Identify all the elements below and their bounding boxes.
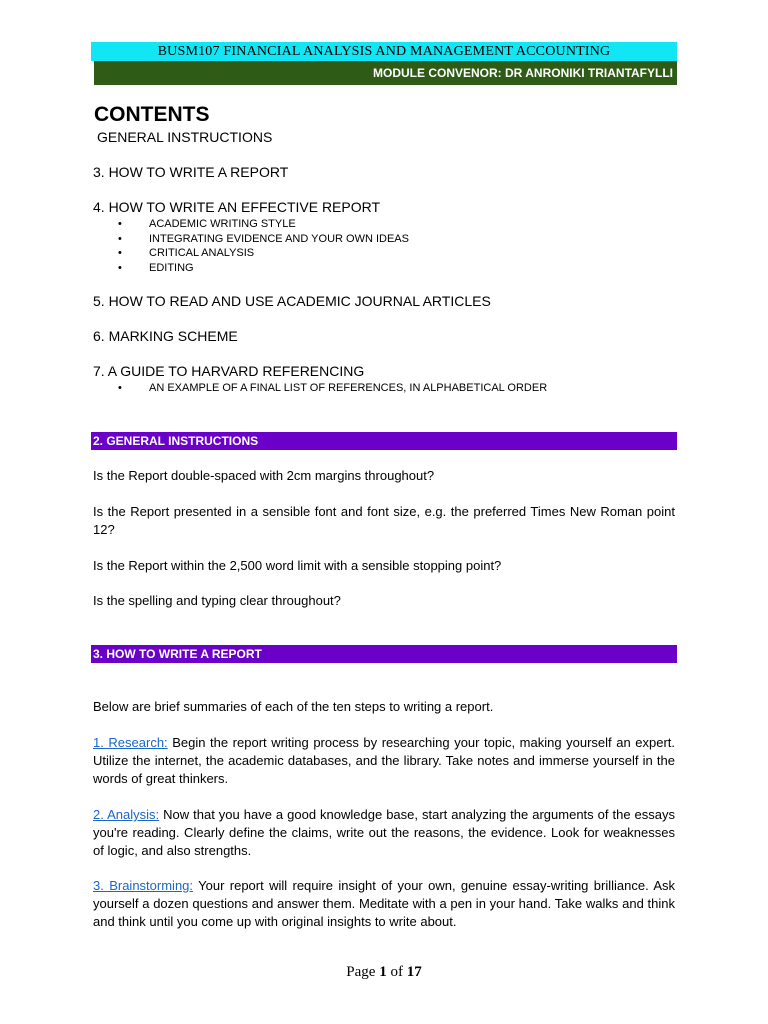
- step-analysis: 2. Analysis: Now that you have a good knowledge base, start analyzing the arguments of the essays you're reading. Clearly define the claims, write out the reasons, the evidence. Look for weaknesses of logic, and also strengths.: [93, 807, 675, 858]
- page-word: Page: [346, 964, 376, 980]
- contents-title: CONTENTS: [94, 103, 210, 126]
- step-brainstorming: 3. Brainstorming: Your report will require insight of your own, genuine essay-writing brilliance. Ask yourself a dozen questions and answer them. Meditate with a pen in your hand. Take walks and think and think until you come up with original insights to write about.: [93, 878, 675, 929]
- checklist-question: Is the Report double-spaced with 2cm margins throughout?: [93, 468, 435, 483]
- toc-item-general: GENERAL INSTRUCTIONS: [97, 129, 273, 145]
- steps-intro: Below are brief summaries of each of the ten steps to writing a report.: [93, 699, 494, 714]
- toc-subitem: • AN EXAMPLE OF A FINAL LIST OF REFERENCES, IN ALPHABETICAL ORDER: [118, 382, 548, 394]
- toc-item-4-sublist: [118, 217, 409, 276]
- toc-item-3: 3. HOW TO WRITE A REPORT: [93, 164, 289, 180]
- toc-item-6: 6. MARKING SCHEME: [93, 328, 238, 344]
- page-footer: [0, 964, 768, 981]
- toc-item-4: 4. HOW TO WRITE AN EFFECTIVE REPORT: [93, 199, 381, 215]
- course-title-banner: [91, 42, 677, 61]
- bullet-icon: •: [118, 232, 122, 245]
- toc-subitem: • ACADEMIC WRITING STYLE: [118, 218, 296, 230]
- toc-subitem: • INTEGRATING EVIDENCE AND YOUR OWN IDEAS: [118, 232, 409, 245]
- page-total: 17: [406, 964, 422, 980]
- toc-item-5: 5. HOW TO READ AND USE ACADEMIC JOURNAL ARTICLES: [93, 293, 491, 309]
- bullet-icon: •: [118, 218, 122, 230]
- step-research-link[interactable]: 1. Research:: [93, 735, 168, 750]
- module-convenor: MODULE CONVENOR: DR ANRONIKI TRIANTAFYLLI: [373, 66, 673, 80]
- bullet-icon: •: [118, 382, 122, 394]
- toc-item-7-sublist: [118, 381, 547, 396]
- of-word: of: [390, 964, 403, 980]
- step-brainstorming-link[interactable]: 3. Brainstorming:: [93, 878, 194, 893]
- toc-subitem: • EDITING: [118, 262, 194, 275]
- course-title: BUSM107 FINANCIAL ANALYSIS AND MANAGEMENT ACCOUNTING: [157, 44, 611, 59]
- section-heading-general-instructions: 2. GENERAL INSTRUCTIONS: [91, 432, 677, 450]
- checklist-question: Is the Report presented in a sensible font and font size, e.g. the preferred Times New Roman point 12?: [93, 504, 675, 537]
- bullet-icon: •: [118, 247, 122, 260]
- bullet-icon: •: [118, 262, 122, 275]
- step-research: 1. Research: Begin the report writing process by researching your topic, making yourself an expert. Utilize the internet, the academic databases, and the library. Take notes and immerse yourself in the words of great thinkers.: [93, 735, 675, 786]
- page-number: 1: [379, 964, 387, 980]
- checklist-question: Is the spelling and typing clear throughout?: [93, 593, 341, 608]
- toc-subitem: • CRITICAL ANALYSIS: [118, 247, 255, 260]
- step-analysis-link[interactable]: 2. Analysis:: [93, 807, 160, 822]
- toc-item-7: 7. A GUIDE TO HARVARD REFERENCING: [93, 363, 365, 379]
- convenor-banner: [94, 61, 677, 85]
- checklist-question: Is the Report within the 2,500 word limit with a sensible stopping point?: [93, 558, 502, 573]
- section-heading-how-to-write: 3. HOW TO WRITE A REPORT: [91, 645, 677, 663]
